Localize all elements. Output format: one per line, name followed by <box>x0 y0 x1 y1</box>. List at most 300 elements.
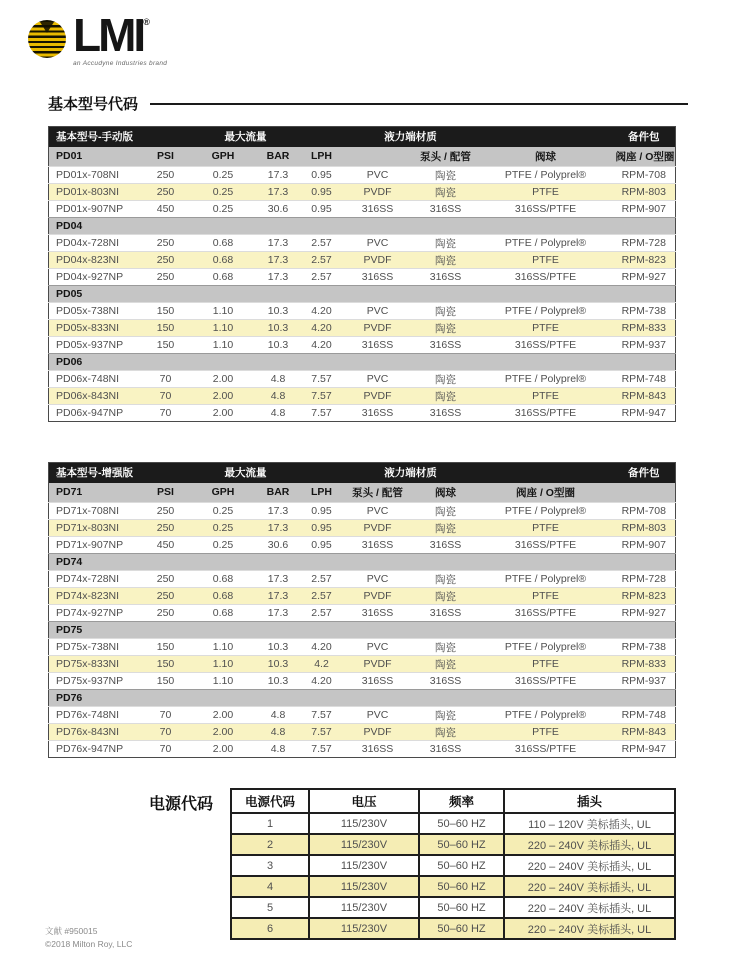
plug-cell: 220 – 240V 美标插头, UL <box>504 897 675 918</box>
data-cell: 0.25 <box>191 167 256 184</box>
data-cell: 4.8 <box>256 405 301 422</box>
data-cell: RPM-937 <box>613 673 676 690</box>
table-row <box>49 269 676 286</box>
section-row <box>49 690 676 707</box>
data-cell: 450 <box>141 537 191 554</box>
data-cell: 陶瓷 <box>413 520 479 537</box>
data-cell: PVDF <box>343 184 413 201</box>
data-cell: 150 <box>141 656 191 673</box>
section-row <box>49 622 676 639</box>
data-cell: 陶瓷 <box>413 184 479 201</box>
material-group-header: 液力端材质 <box>343 463 479 483</box>
data-cell: 2.57 <box>301 235 343 252</box>
section-label: PD04 <box>49 218 676 235</box>
data-cell: 17.3 <box>256 167 301 184</box>
plug-cell: 220 – 240V 美标插头, UL <box>504 834 675 855</box>
data-cell: 陶瓷 <box>413 656 479 673</box>
table-row <box>49 235 676 252</box>
doc-number: 文献 #950015 <box>45 926 98 936</box>
data-cell: 2.00 <box>191 741 256 758</box>
column-header-row <box>49 483 676 503</box>
flow-group-header: 最大流量 <box>191 127 301 147</box>
model-cell: PD01x-708NI <box>49 167 141 184</box>
heading-rule <box>150 103 688 105</box>
data-cell: 7.57 <box>301 388 343 405</box>
data-cell: 316SS <box>343 741 413 758</box>
flow-group-header: 最大流量 <box>191 463 301 483</box>
data-cell: 0.25 <box>191 537 256 554</box>
data-cell: 17.3 <box>256 503 301 520</box>
data-cell: 316SS/PTFE <box>479 537 613 554</box>
data-cell: 陶瓷 <box>413 235 479 252</box>
data-cell: PTFE / Polyprel® <box>479 303 613 320</box>
page-title: 基本型号代码 <box>48 96 139 113</box>
data-cell: 0.95 <box>301 167 343 184</box>
data-cell: 陶瓷 <box>413 588 479 605</box>
model-cell: PD06x-947NP <box>49 405 141 422</box>
data-cell: 2.00 <box>191 371 256 388</box>
data-cell: PTFE / Polyprel® <box>479 571 613 588</box>
table-row <box>49 371 676 388</box>
unit-header: PSI <box>141 147 191 167</box>
power-code-cell: 4 <box>231 876 309 897</box>
data-cell: PVDF <box>343 252 413 269</box>
data-cell: 17.3 <box>256 520 301 537</box>
data-cell: 316SS <box>413 537 479 554</box>
data-cell: 陶瓷 <box>413 503 479 520</box>
material-col-header: 泵头 / 配管 <box>343 483 413 503</box>
power-col-header: 电压 <box>309 789 419 813</box>
voltage-cell: 115/230V <box>309 876 419 897</box>
data-cell: 250 <box>141 520 191 537</box>
plug-cell: 220 – 240V 美标插头, UL <box>504 855 675 876</box>
data-cell: 0.68 <box>191 235 256 252</box>
model-cell: PD01x-803NI <box>49 184 141 201</box>
frequency-cell: 50–60 HZ <box>419 918 504 939</box>
power-code-cell: 5 <box>231 897 309 918</box>
data-cell: 316SS <box>343 673 413 690</box>
data-cell: PTFE <box>479 320 613 337</box>
data-cell: 316SS/PTFE <box>479 405 613 422</box>
data-cell: 70 <box>141 405 191 422</box>
data-cell: 0.68 <box>191 252 256 269</box>
section-label: PD76 <box>49 690 676 707</box>
voltage-cell: 115/230V <box>309 897 419 918</box>
voltage-cell: 115/230V <box>309 918 419 939</box>
data-cell: 0.25 <box>191 201 256 218</box>
data-cell: 2.00 <box>191 405 256 422</box>
data-cell: PTFE <box>479 588 613 605</box>
spec-table-manual <box>48 126 676 422</box>
group-header-spacer <box>479 127 613 147</box>
table-row <box>49 656 676 673</box>
data-cell: 70 <box>141 388 191 405</box>
data-cell: RPM-708 <box>613 167 676 184</box>
data-cell: 2.57 <box>301 269 343 286</box>
data-cell: PVC <box>343 707 413 724</box>
power-code-label: 电源代码 <box>149 796 214 813</box>
data-cell: 2.57 <box>301 571 343 588</box>
data-cell: RPM-738 <box>613 303 676 320</box>
data-cell: PVDF <box>343 388 413 405</box>
data-cell: 17.3 <box>256 269 301 286</box>
data-cell: PTFE / Polyprel® <box>479 707 613 724</box>
data-cell: PTFE / Polyprel® <box>479 639 613 656</box>
data-cell: 150 <box>141 337 191 354</box>
voltage-cell: 115/230V <box>309 855 419 876</box>
power-col-header: 电源代码 <box>231 789 309 813</box>
table-row <box>49 605 676 622</box>
data-cell: 316SS/PTFE <box>479 337 613 354</box>
frequency-cell: 50–60 HZ <box>419 897 504 918</box>
data-cell: 250 <box>141 605 191 622</box>
data-cell: 1.10 <box>191 320 256 337</box>
model-cell: PD74x-728NI <box>49 571 141 588</box>
data-cell: 陶瓷 <box>413 724 479 741</box>
data-cell: 4.8 <box>256 371 301 388</box>
table-row <box>49 320 676 337</box>
data-cell: 4.8 <box>256 707 301 724</box>
data-cell: 1.10 <box>191 337 256 354</box>
power-code-cell: 6 <box>231 918 309 939</box>
data-cell: 250 <box>141 167 191 184</box>
data-cell: 250 <box>141 184 191 201</box>
data-cell: 30.6 <box>256 201 301 218</box>
section-row <box>49 286 676 303</box>
table-row <box>49 520 676 537</box>
power-header-row <box>231 789 675 813</box>
data-cell: 316SS <box>413 741 479 758</box>
model-cell: PD76x-748NI <box>49 707 141 724</box>
table-row <box>49 503 676 520</box>
unit-header: BAR <box>256 483 301 503</box>
data-cell: 4.8 <box>256 388 301 405</box>
data-cell: 316SS <box>413 673 479 690</box>
group-header-row <box>49 463 676 483</box>
data-cell: PVC <box>343 571 413 588</box>
data-cell: 316SS <box>413 337 479 354</box>
table-title: 基本型号-手动版 <box>49 127 191 147</box>
section-row <box>49 354 676 371</box>
data-cell: 316SS/PTFE <box>479 605 613 622</box>
data-cell: RPM-843 <box>613 724 676 741</box>
data-cell: 250 <box>141 571 191 588</box>
section-row <box>49 554 676 571</box>
data-cell: PVC <box>343 639 413 656</box>
group-header-row <box>49 127 676 147</box>
section-heading <box>48 93 688 114</box>
table-row <box>49 303 676 320</box>
data-cell: 陶瓷 <box>413 252 479 269</box>
data-cell: PVC <box>343 167 413 184</box>
frequency-cell: 50–60 HZ <box>419 834 504 855</box>
data-cell: 316SS/PTFE <box>479 741 613 758</box>
data-cell: RPM-708 <box>613 503 676 520</box>
data-cell: 17.3 <box>256 571 301 588</box>
section-label: PD75 <box>49 622 676 639</box>
table-row <box>49 184 676 201</box>
data-cell: PVDF <box>343 588 413 605</box>
data-cell: 10.3 <box>256 337 301 354</box>
data-cell: 4.20 <box>301 639 343 656</box>
data-cell: PVDF <box>343 520 413 537</box>
model-series-header: PD01 <box>49 147 141 167</box>
power-code-cell: 2 <box>231 834 309 855</box>
data-cell: 150 <box>141 639 191 656</box>
data-cell: 250 <box>141 269 191 286</box>
data-cell: 0.95 <box>301 201 343 218</box>
section-row <box>49 218 676 235</box>
data-cell: PTFE <box>479 520 613 537</box>
model-cell: PD05x-738NI <box>49 303 141 320</box>
data-cell: 450 <box>141 201 191 218</box>
data-cell: 0.68 <box>191 269 256 286</box>
unit-header: LPH <box>301 483 343 503</box>
data-cell: 4.20 <box>301 673 343 690</box>
plug-cell: 220 – 240V 美标插头, UL <box>504 876 675 897</box>
data-cell: PTFE <box>479 388 613 405</box>
data-cell: RPM-748 <box>613 371 676 388</box>
table-row <box>49 639 676 656</box>
data-cell: 70 <box>141 707 191 724</box>
brand-tagline: an Accudyne Industries brand <box>73 59 168 67</box>
plug-cell: 110 – 120V 美标插头, UL <box>504 813 675 834</box>
table-row <box>49 252 676 269</box>
model-cell: PD75x-738NI <box>49 639 141 656</box>
data-cell: 0.68 <box>191 605 256 622</box>
data-cell: 70 <box>141 371 191 388</box>
data-cell: PVDF <box>343 724 413 741</box>
plug-cell: 220 – 240V 美标插头, UL <box>504 918 675 939</box>
column-header-spacer <box>343 147 413 167</box>
data-cell: 陶瓷 <box>413 371 479 388</box>
data-cell: 150 <box>141 320 191 337</box>
power-row <box>231 918 675 939</box>
data-cell: 10.3 <box>256 639 301 656</box>
model-cell: PD04x-728NI <box>49 235 141 252</box>
data-cell: 陶瓷 <box>413 388 479 405</box>
data-cell: 2.00 <box>191 707 256 724</box>
material-col-header: 阀座 / O型圈 <box>479 483 613 503</box>
model-series-header: PD71 <box>49 483 141 503</box>
data-cell: RPM-803 <box>613 184 676 201</box>
data-cell: 316SS/PTFE <box>479 673 613 690</box>
data-cell: PTFE <box>479 252 613 269</box>
data-cell: PVC <box>343 303 413 320</box>
data-cell: RPM-947 <box>613 741 676 758</box>
data-cell: 316SS <box>413 269 479 286</box>
data-cell: RPM-843 <box>613 388 676 405</box>
data-cell: 0.95 <box>301 184 343 201</box>
data-cell: 2.57 <box>301 252 343 269</box>
section-label: PD05 <box>49 286 676 303</box>
material-col-header: 阀球 <box>413 483 479 503</box>
data-cell: 17.3 <box>256 184 301 201</box>
table-row <box>49 571 676 588</box>
data-cell: 4.20 <box>301 337 343 354</box>
data-cell: 1.10 <box>191 639 256 656</box>
model-cell: PD76x-843NI <box>49 724 141 741</box>
group-header-spacer <box>479 463 613 483</box>
voltage-cell: 115/230V <box>309 834 419 855</box>
section-label: PD06 <box>49 354 676 371</box>
data-cell: 7.57 <box>301 741 343 758</box>
data-cell: 0.25 <box>191 503 256 520</box>
kit-group-header: 备件包 <box>613 463 676 483</box>
power-code-cell: 1 <box>231 813 309 834</box>
logo-text <box>73 9 168 67</box>
data-cell: 2.57 <box>301 588 343 605</box>
data-cell: 250 <box>141 588 191 605</box>
data-cell: 316SS <box>413 605 479 622</box>
data-cell: 陶瓷 <box>413 639 479 656</box>
data-cell: 陶瓷 <box>413 320 479 337</box>
table-row <box>49 673 676 690</box>
data-cell: RPM-937 <box>613 337 676 354</box>
power-col-header: 插头 <box>504 789 675 813</box>
data-cell: 0.95 <box>301 503 343 520</box>
table-row <box>49 707 676 724</box>
data-cell: 2.00 <box>191 724 256 741</box>
data-cell: 陶瓷 <box>413 707 479 724</box>
lmi-globe-icon <box>28 20 66 58</box>
data-cell: PVDF <box>343 656 413 673</box>
power-col-header: 频率 <box>419 789 504 813</box>
data-cell: PTFE / Polyprel® <box>479 371 613 388</box>
table-row <box>49 537 676 554</box>
data-cell: 陶瓷 <box>413 167 479 184</box>
unit-header: LPH <box>301 147 343 167</box>
model-cell: PD75x-937NP <box>49 673 141 690</box>
data-cell: PTFE / Polyprel® <box>479 167 613 184</box>
data-cell: 0.68 <box>191 588 256 605</box>
data-cell: PTFE / Polyprel® <box>479 503 613 520</box>
data-cell: PTFE <box>479 184 613 201</box>
data-cell: 7.57 <box>301 371 343 388</box>
model-cell: PD04x-927NP <box>49 269 141 286</box>
model-cell: PD06x-843NI <box>49 388 141 405</box>
data-cell: 0.25 <box>191 184 256 201</box>
section-label: PD74 <box>49 554 676 571</box>
data-cell: 4.20 <box>301 320 343 337</box>
column-header-spacer <box>613 483 676 503</box>
table-title: 基本型号-增强版 <box>49 463 191 483</box>
frequency-cell: 50–60 HZ <box>419 855 504 876</box>
power-row <box>231 834 675 855</box>
registered-mark: ® <box>143 17 150 27</box>
model-cell: PD71x-907NP <box>49 537 141 554</box>
data-cell: 0.25 <box>191 520 256 537</box>
model-cell: PD76x-947NP <box>49 741 141 758</box>
data-cell: 4.8 <box>256 724 301 741</box>
unit-header: PSI <box>141 483 191 503</box>
data-cell: RPM-927 <box>613 269 676 286</box>
data-cell: 316SS <box>413 201 479 218</box>
kit-group-header: 备件包 <box>613 127 676 147</box>
data-cell: 1.10 <box>191 656 256 673</box>
data-cell: PVC <box>343 371 413 388</box>
model-cell: PD71x-803NI <box>49 520 141 537</box>
data-cell: 316SS <box>343 405 413 422</box>
data-cell: 2.00 <box>191 388 256 405</box>
data-cell: PVDF <box>343 320 413 337</box>
data-cell: 0.95 <box>301 537 343 554</box>
data-cell: 316SS <box>343 337 413 354</box>
data-cell: 0.68 <box>191 571 256 588</box>
data-cell: 250 <box>141 503 191 520</box>
power-code-cell: 3 <box>231 855 309 876</box>
table-row <box>49 741 676 758</box>
data-cell: 陶瓷 <box>413 303 479 320</box>
data-cell: PTFE <box>479 724 613 741</box>
data-cell: RPM-803 <box>613 520 676 537</box>
data-cell: RPM-907 <box>613 537 676 554</box>
model-cell: PD01x-907NP <box>49 201 141 218</box>
copyright: ©2018 Milton Roy, LLC <box>45 939 133 950</box>
unit-header: GPH <box>191 147 256 167</box>
data-cell: 70 <box>141 741 191 758</box>
data-cell: 316SS <box>343 605 413 622</box>
table-row <box>49 388 676 405</box>
model-cell: PD05x-833NI <box>49 320 141 337</box>
data-cell: 250 <box>141 235 191 252</box>
data-cell: 316SS/PTFE <box>479 201 613 218</box>
power-row <box>231 876 675 897</box>
data-cell: 316SS <box>343 201 413 218</box>
data-cell: 30.6 <box>256 537 301 554</box>
data-cell: 17.3 <box>256 605 301 622</box>
table-row <box>49 405 676 422</box>
model-cell: PD74x-823NI <box>49 588 141 605</box>
table-row <box>49 167 676 184</box>
data-cell: 7.57 <box>301 405 343 422</box>
material-group-header: 液力端材质 <box>343 127 479 147</box>
model-cell: PD05x-937NP <box>49 337 141 354</box>
table-row <box>49 588 676 605</box>
data-cell: RPM-907 <box>613 201 676 218</box>
data-cell: 250 <box>141 252 191 269</box>
power-row <box>231 897 675 918</box>
data-cell: 10.3 <box>256 673 301 690</box>
data-cell: 7.57 <box>301 707 343 724</box>
unit-header: BAR <box>256 147 301 167</box>
data-cell: 70 <box>141 724 191 741</box>
page-footer <box>45 925 132 951</box>
data-cell: 4.2 <box>301 656 343 673</box>
table-row <box>49 201 676 218</box>
data-cell: PVC <box>343 235 413 252</box>
data-cell: RPM-728 <box>613 571 676 588</box>
brand-wordmark: LMI® <box>73 9 150 61</box>
material-col-header: 阀球 <box>479 147 613 167</box>
column-header-row <box>49 147 676 167</box>
frequency-cell: 50–60 HZ <box>419 813 504 834</box>
data-cell: 4.8 <box>256 741 301 758</box>
data-cell: 150 <box>141 303 191 320</box>
data-cell: RPM-823 <box>613 252 676 269</box>
model-cell: PD04x-823NI <box>49 252 141 269</box>
material-col-header: 泵头 / 配管 <box>413 147 479 167</box>
data-cell: 17.3 <box>256 588 301 605</box>
data-cell: 316SS <box>343 269 413 286</box>
data-cell: 10.3 <box>256 303 301 320</box>
spec-table-enhanced <box>48 462 676 758</box>
data-cell: 10.3 <box>256 320 301 337</box>
power-row <box>231 813 675 834</box>
data-cell: 4.20 <box>301 303 343 320</box>
data-cell: 17.3 <box>256 252 301 269</box>
data-cell: PTFE / Polyprel® <box>479 235 613 252</box>
